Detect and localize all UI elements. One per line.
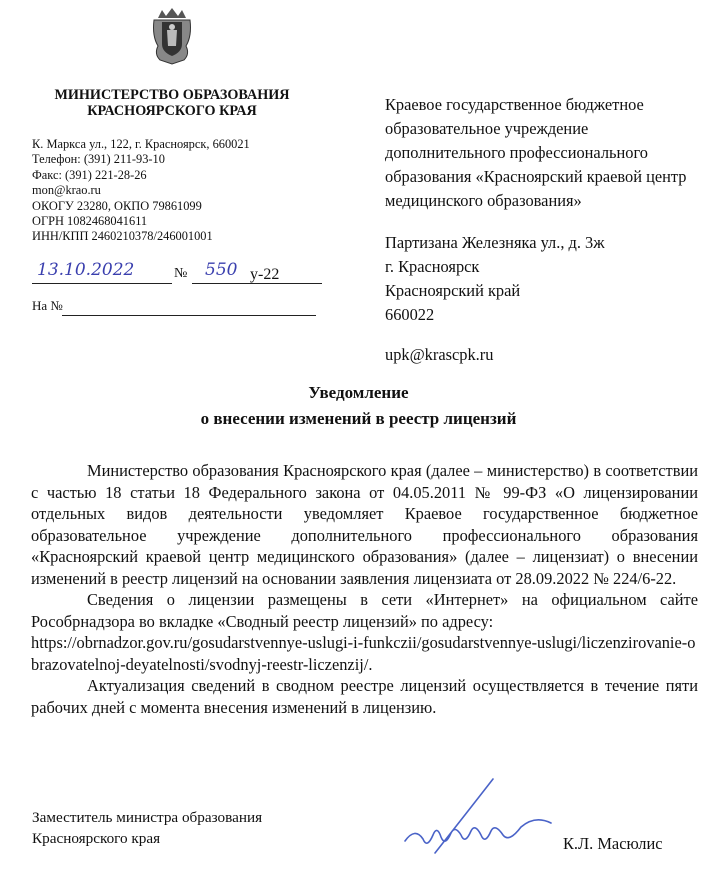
contact-line: mon@krao.ru [32, 183, 101, 198]
position-line: Заместитель министра образования [32, 809, 263, 826]
registration-suffix: у-22 [250, 266, 280, 283]
contact-line: Телефон: (391) 211-93-10 [32, 152, 165, 167]
address-line: 660022 [385, 305, 435, 324]
registration-number: 550 [205, 260, 238, 280]
body-paragraph: Сведения о лицензии размещены в сети «Интернет» на официальном сайте Рособрнадзора во вкладке «Сводный реестр лицензий» по адресу: [31, 590, 698, 631]
registry-url: https://obrnadzor.gov.ru/gosudarstvennye-uslugi-i-funkczii/gosudarstvennye-uslugi/liczenzirovanie-obrazovatelnoj-deyatelnosti/svodnyj-reestr-liczenzij/. [31, 633, 696, 674]
recipient-address [385, 231, 605, 327]
body-paragraph: Министерство образования Красноярского края (далее – министерство) в соответствии с частью 18 статьи 18 Федерального закона от 04.05.2011 № 99-ФЗ «О лицензировании отдельных видов деятельности уведомляет Краевое государственное бюджетное образовательное учреждение дополнительного профессионального образования «Красноярский краевой центр медицинского образования» (далее – лицензиат) о внесении изменений в реестр лицензий на основании заявления лицензиата от 28.09.2022 № 224/6-22. [31, 461, 698, 588]
contact-line: ИНН/КПП 2460210378/246001001 [32, 229, 213, 244]
reply-to-underline [62, 315, 316, 316]
signatory-position [32, 807, 262, 849]
handwritten-signature [375, 775, 575, 865]
ministry-contacts [32, 137, 250, 245]
contact-line: ОГРН 1082468041611 [32, 214, 148, 229]
recipient-email: upk@krascpk.ru [385, 345, 494, 364]
address-line: Красноярский край [385, 281, 521, 300]
contact-line: Факс: (391) 221-28-26 [32, 167, 147, 182]
number-sign: № [174, 266, 188, 281]
contact-line: ОКОГУ 23280, ОКПО 79861099 [32, 198, 202, 213]
reply-to-label: На № [32, 298, 63, 313]
contact-line: К. Маркса ул., 122, г. Красноярск, 660021 [32, 137, 250, 151]
document-body [31, 460, 698, 718]
registration-date: 13.10.2022 [37, 260, 135, 280]
document-subtitle: о внесении изменений в реестр лицензий [200, 409, 517, 428]
position-line: Красноярского края [32, 830, 161, 847]
ministry-header [22, 87, 322, 119]
address-line: Партизана Железняка ул., д. 3ж [385, 233, 605, 252]
body-paragraph: Актуализация сведений в сводном реестре лицензий осуществляется в течение пяти рабочих дней с момента внесения изменений в лицензию. [31, 676, 698, 717]
registration-line [32, 262, 322, 284]
ministry-name-line1: МИНИСТЕРСТВО ОБРАЗОВАНИЯ [54, 87, 290, 103]
recipient-organization: Краевое государственное бюджетное образовательное учреждение дополнительного профессионального образования «Красноярский краевой центр медицинского образования» [385, 95, 687, 210]
document-title: Уведомление [308, 383, 409, 402]
ministry-name-line2: КРАСНОЯРСКОГО КРАЯ [87, 103, 257, 119]
address-line: г. Красноярск [385, 257, 480, 276]
coat-of-arms-icon [150, 6, 194, 66]
signatory-name: К.Л. Масюлис [563, 834, 663, 853]
